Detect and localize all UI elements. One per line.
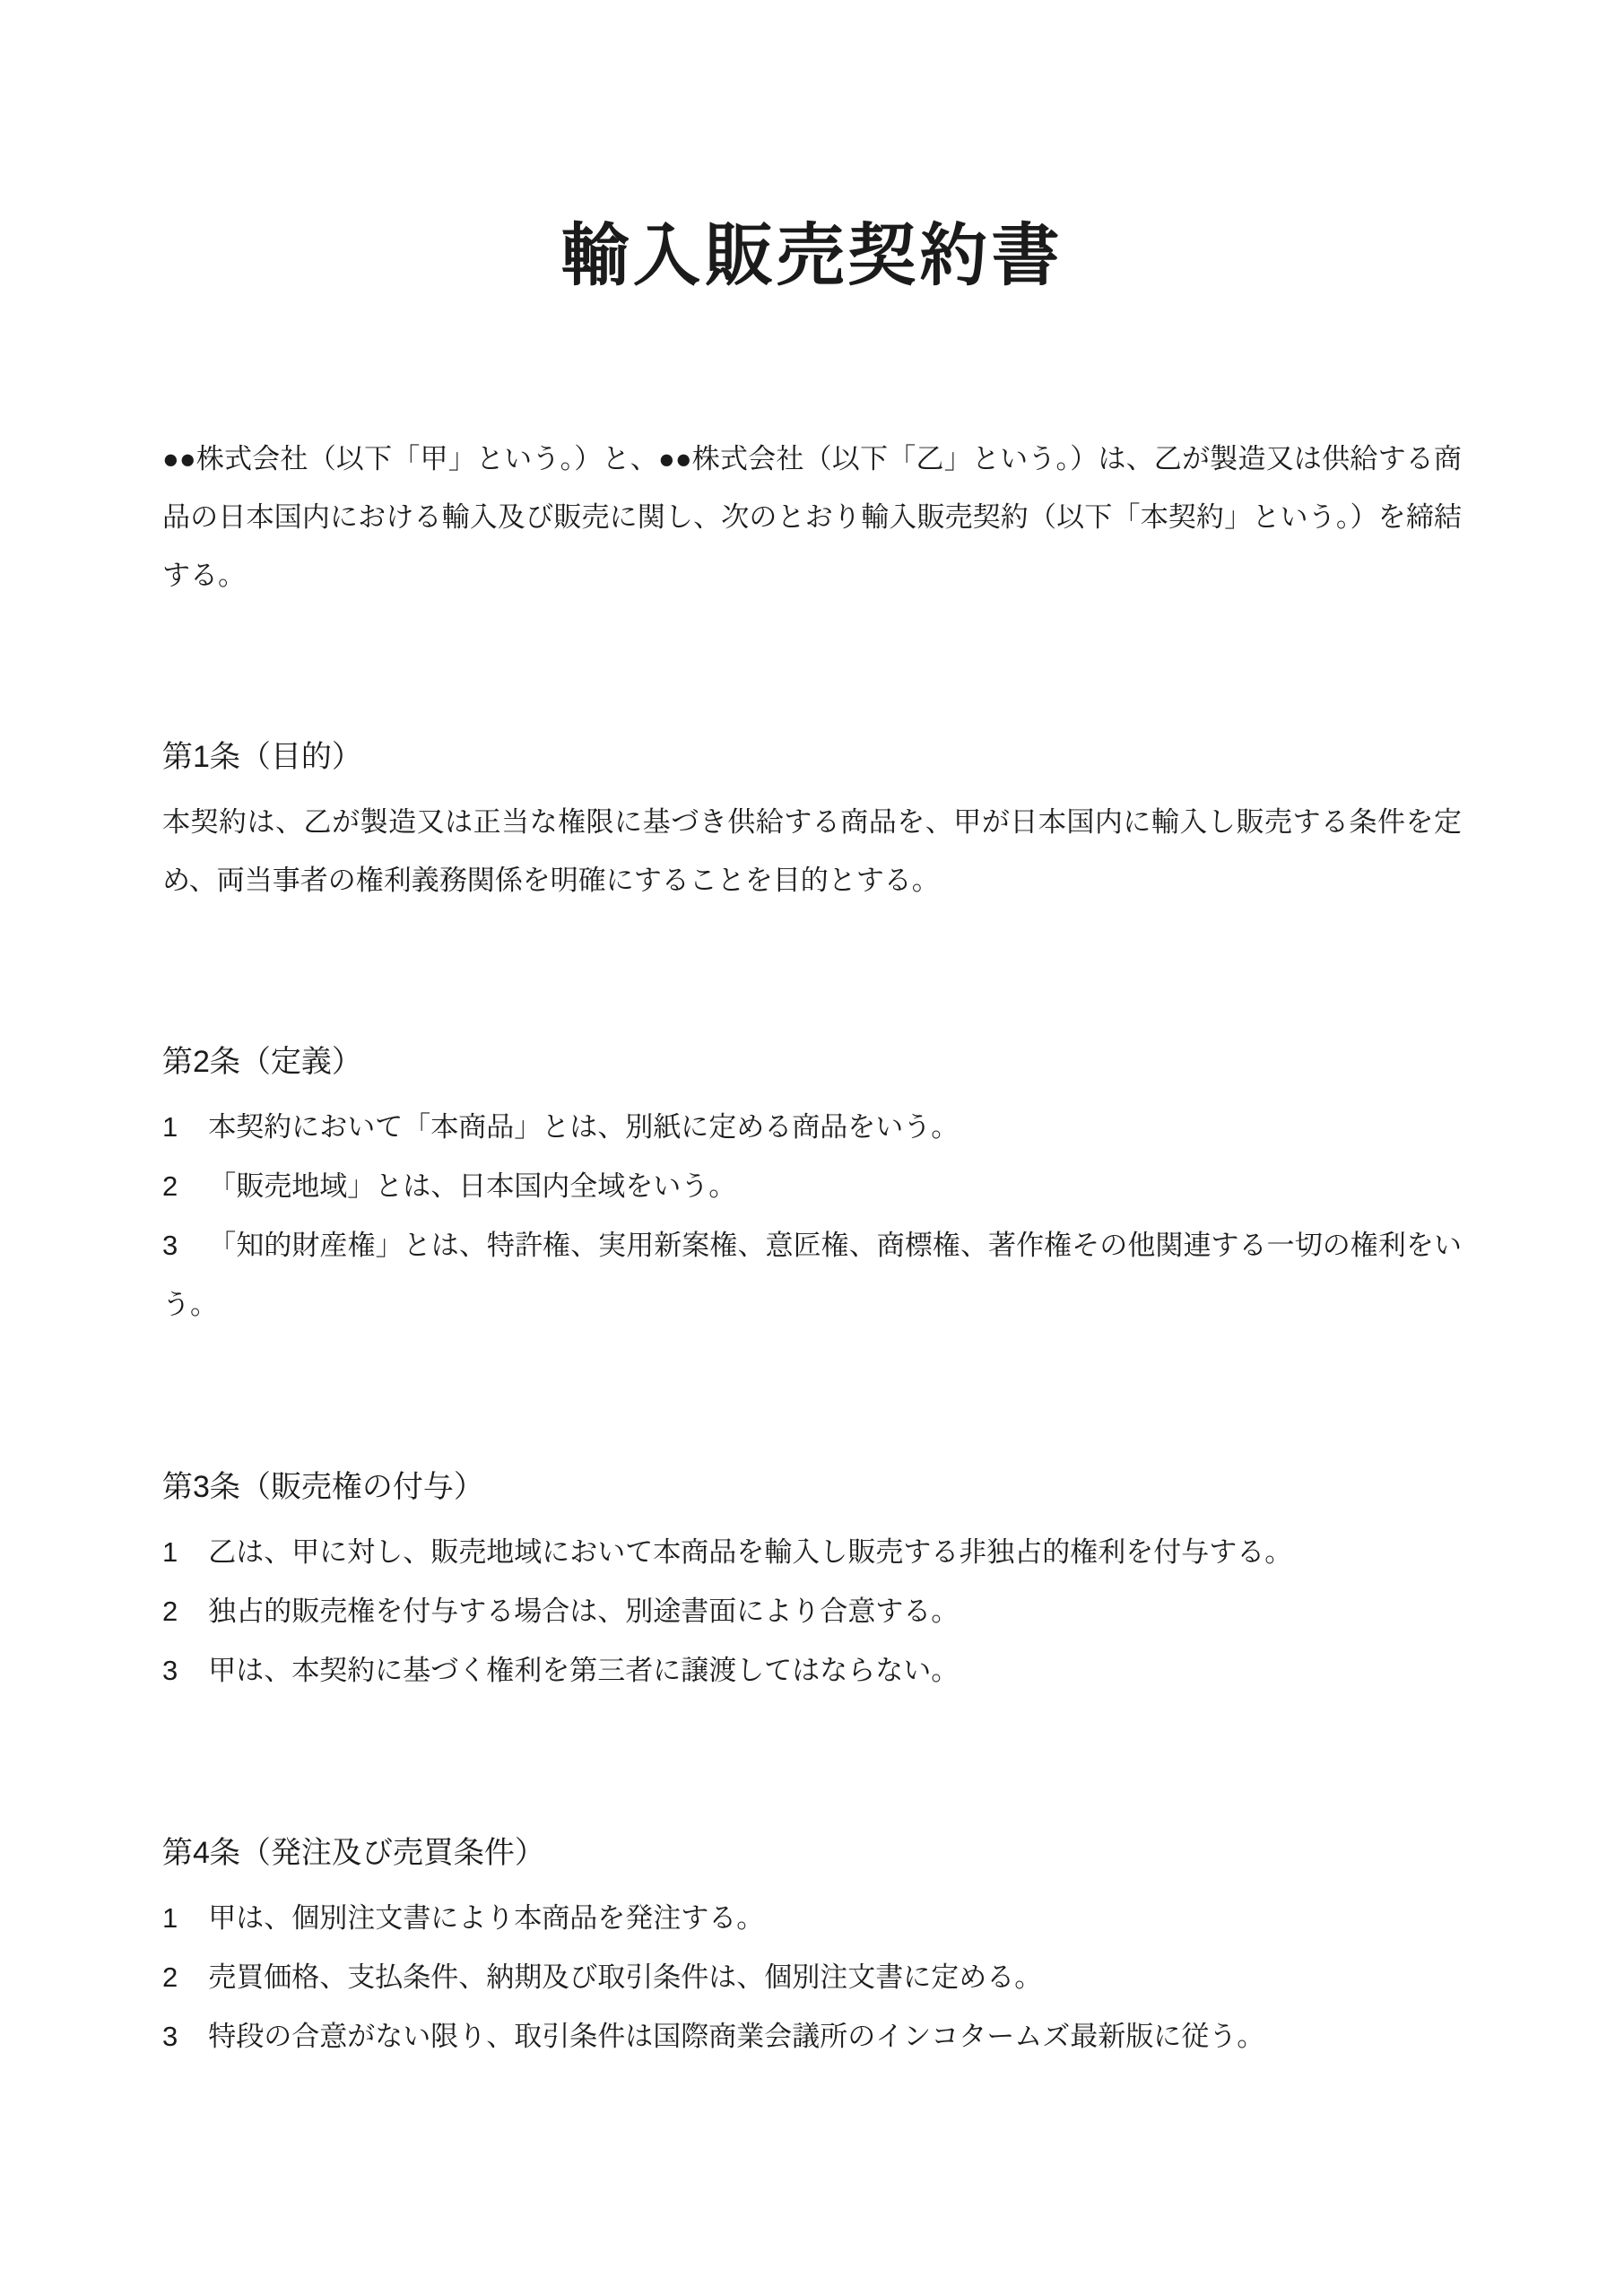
article-2-heading: 第2条（定義）	[162, 1045, 362, 1080]
preamble-paragraph: ●●株式会社（以下「甲」という。）と、●●株式会社（以下「乙」という。）は、乙が製造又は供給する商品の日本国内における輸入及び販売に関し、次のとおり輸入販売契約（以下「本契約」という。）を締結する。	[162, 443, 1462, 592]
article-2	[162, 1040, 1462, 1335]
clause-text: 特段の合意がない限り、取引条件は国際商業会議所のインコタームズ最新版に従う。	[208, 2021, 1265, 2053]
clause-text: 独占的販売権を付与する場合は、別途書面により合意する。	[208, 1596, 960, 1628]
article-4-clause-2	[162, 1948, 1462, 2007]
article-2-clause-1	[162, 1098, 1462, 1157]
document-title: 輸入販売契約書	[560, 218, 1064, 294]
clause-text: 「知的財産権」とは、特許権、実用新案権、意匠権、商標権、著作権その他関連する一切の権利をいう。	[162, 1230, 1462, 1321]
article-2-clause-2	[162, 1157, 1462, 1216]
clause-number: 1	[162, 1111, 178, 1144]
clause-number: 2	[162, 1596, 178, 1628]
article-4-heading: 第4条（発注及び売買条件）	[162, 1836, 545, 1871]
clause-text: 「販売地域」とは、日本国内全域をいう。	[208, 1170, 737, 1203]
clause-number: 3	[162, 2021, 178, 2053]
clause-number: 1	[162, 1536, 178, 1569]
article-1-body: 本契約は、乙が製造又は正当な権限に基づき供給する商品を、甲が日本国内に輸入し販売する条件を定め、両当事者の権利義務関係を明確にすることを目的とする。	[162, 806, 1462, 897]
clause-text: 乙は、甲に対し、販売地域において本商品を輸入し販売する非独占的権利を付与する。	[208, 1536, 1293, 1569]
article-1	[162, 735, 1462, 909]
article-1-heading: 第1条（目的）	[162, 740, 362, 775]
clause-number: 2	[162, 1961, 178, 1994]
clause-number: 3	[162, 1230, 178, 1262]
clause-number: 3	[162, 1655, 178, 1687]
clause-text: 本契約において「本商品」とは、別紙に定める商品をいう。	[208, 1111, 960, 1144]
clause-number: 1	[162, 1902, 178, 1935]
article-3-clause-2	[162, 1582, 1462, 1641]
article-4-clause-1	[162, 1889, 1462, 1948]
article-2-clause-3	[162, 1216, 1462, 1335]
article-3-clause-1	[162, 1523, 1462, 1582]
clause-text: 甲は、本契約に基づく権利を第三者に譲渡してはならない。	[208, 1655, 960, 1687]
article-4	[162, 1831, 1462, 2066]
clause-text: 売買価格、支払条件、納期及び取引条件は、個別注文書に定める。	[208, 1961, 1043, 1994]
clause-text: 甲は、個別注文書により本商品を発注する。	[208, 1902, 765, 1935]
clause-number: 2	[162, 1170, 178, 1203]
article-3-clause-3	[162, 1641, 1462, 1700]
article-3	[162, 1465, 1462, 1700]
article-3-heading: 第3条（販売権の付与）	[162, 1470, 484, 1505]
article-4-clause-3	[162, 2007, 1462, 2066]
